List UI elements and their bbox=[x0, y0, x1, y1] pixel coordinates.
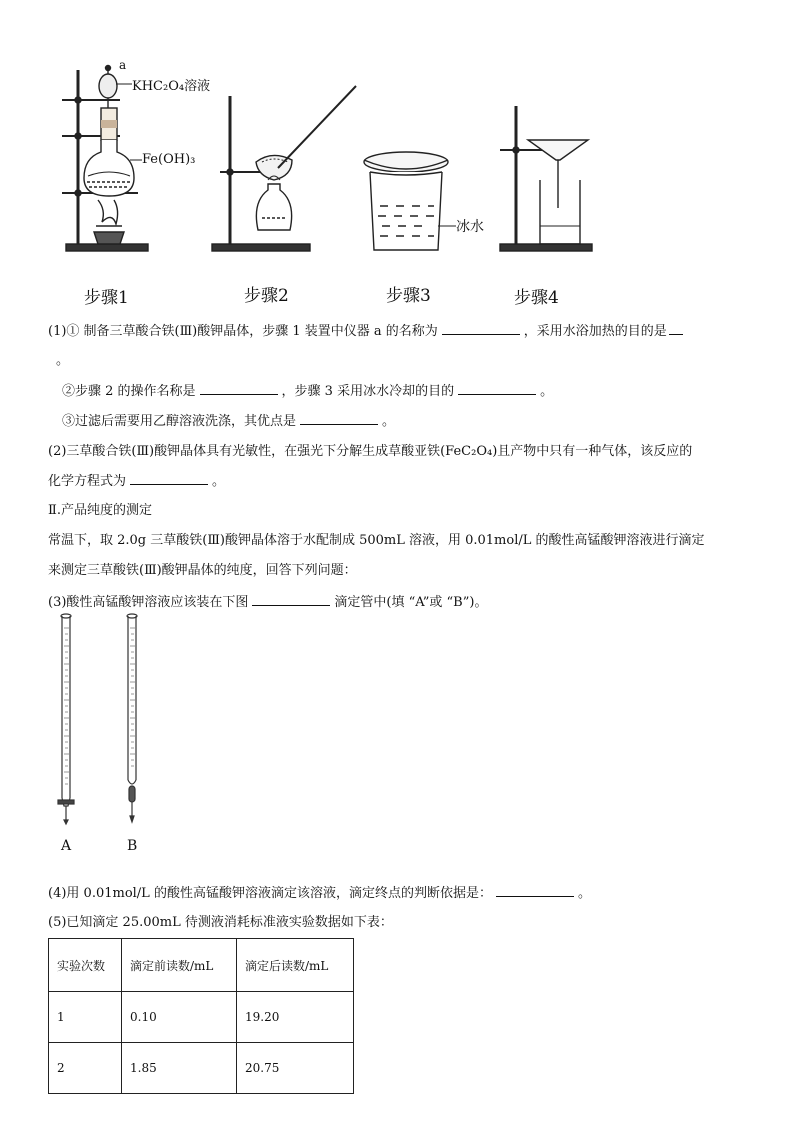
step-label-1: 步骤1 bbox=[84, 288, 129, 308]
label-feoh3: Fe(OH)₃ bbox=[142, 152, 196, 167]
answer-blank[interactable] bbox=[496, 884, 574, 897]
table-cell: 19.20 bbox=[237, 992, 354, 1043]
q1-line1 bbox=[48, 322, 683, 341]
burette-label-b: B bbox=[127, 838, 138, 854]
q1-line1-text-b: ，采用水浴加热的目的是 bbox=[523, 324, 667, 339]
table-header-row bbox=[49, 939, 354, 992]
answer-blank[interactable] bbox=[130, 472, 208, 485]
section2-intro2: 来测定三草酸铁(Ⅲ)酸钾晶体的纯度，回答下列问题： bbox=[48, 563, 357, 578]
table-cell: 2 bbox=[49, 1043, 122, 1094]
q5-line: (5)已知滴定 25.00mL 待测液消耗标准液实验数据如下表： bbox=[48, 915, 393, 930]
q4-line bbox=[48, 884, 591, 903]
burette-a bbox=[58, 614, 74, 824]
answer-blank[interactable] bbox=[200, 382, 278, 395]
q1-line1-end: 。 bbox=[56, 353, 70, 368]
table-cell: 20.75 bbox=[237, 1043, 354, 1094]
step-label-4: 步骤4 bbox=[514, 288, 559, 308]
answer-blank[interactable] bbox=[458, 382, 536, 395]
table-cell: 1 bbox=[49, 992, 122, 1043]
q1-line1-text-a: (1)① 制备三草酸合铁(Ⅲ)酸钾晶体，步骤 1 装置中仪器 a 的名称为 bbox=[48, 324, 438, 339]
step-label-2: 步骤2 bbox=[244, 286, 289, 306]
answer-blank[interactable] bbox=[442, 322, 520, 335]
label-reagent: KHC₂O₄溶液 bbox=[132, 79, 211, 94]
burette-b bbox=[127, 614, 137, 822]
answer-blank[interactable] bbox=[300, 412, 378, 425]
q1-line2-end: 。 bbox=[540, 384, 554, 399]
q1-line3-text-a: ③过滤后需要用乙醇溶液洗涤，其优点是 bbox=[62, 414, 297, 429]
table-row bbox=[49, 992, 354, 1043]
table-header-cell: 滴定后读数/mL bbox=[237, 939, 354, 992]
q2-line2 bbox=[48, 472, 225, 491]
burette-label-a: A bbox=[61, 838, 72, 854]
step4-apparatus bbox=[500, 106, 592, 251]
q2-line2-end: 。 bbox=[212, 474, 226, 489]
q2-line2-text-a: 化学方程式为 bbox=[48, 474, 127, 489]
table-cell: 0.10 bbox=[122, 992, 237, 1043]
answer-blank[interactable] bbox=[252, 593, 330, 606]
burettes-figure bbox=[40, 610, 170, 840]
label-a: a bbox=[119, 58, 127, 72]
q4-text-a: (4)用 0.01mol/L 的酸性高锰酸钾溶液滴定该溶液，滴定终点的判断依据是： bbox=[48, 886, 492, 901]
q1-line2-text-a: ②步骤 2 的操作名称是 bbox=[62, 384, 196, 399]
table-header-cell: 滴定前读数/mL bbox=[122, 939, 237, 992]
table-cell: 1.85 bbox=[122, 1043, 237, 1094]
label-ice-water: 冰水 bbox=[456, 219, 484, 235]
q2-line1: (2)三草酸合铁(Ⅲ)酸钾晶体具有光敏性，在强光下分解生成草酸亚铁(FeC₂O₄)且产物中只有一种气体，该反应的 bbox=[48, 444, 693, 459]
step3-apparatus bbox=[364, 152, 456, 250]
table-header-cell: 实验次数 bbox=[49, 939, 122, 992]
step-label-3: 步骤3 bbox=[386, 286, 431, 306]
section2-intro1: 常温下，取 2.0g 三草酸铁(Ⅲ)酸钾晶体溶于水配制成 500mL 溶液，用 0.01mol/L 的酸性高锰酸钾溶液进行滴定 bbox=[48, 533, 705, 548]
q1-line2-text-b: ，步骤 3 采用冰水冷却的目的 bbox=[281, 384, 455, 399]
section2-title: Ⅱ.产品纯度的测定 bbox=[48, 503, 152, 518]
q3-text-a: (3)酸性高锰酸钾溶液应该装在下图 bbox=[48, 595, 249, 610]
q1-line2 bbox=[62, 382, 553, 401]
apparatus-figure bbox=[0, 0, 800, 310]
q3-text-b: 滴定管中(填 “A”或 “B”)。 bbox=[334, 595, 488, 610]
q1-line3-end: 。 bbox=[382, 414, 396, 429]
q4-text-end: 。 bbox=[577, 886, 591, 901]
q1-line3 bbox=[62, 412, 395, 431]
step2-apparatus bbox=[212, 86, 356, 251]
answer-blank[interactable] bbox=[669, 322, 683, 335]
table-row bbox=[49, 1043, 354, 1094]
titration-table bbox=[48, 938, 354, 1094]
